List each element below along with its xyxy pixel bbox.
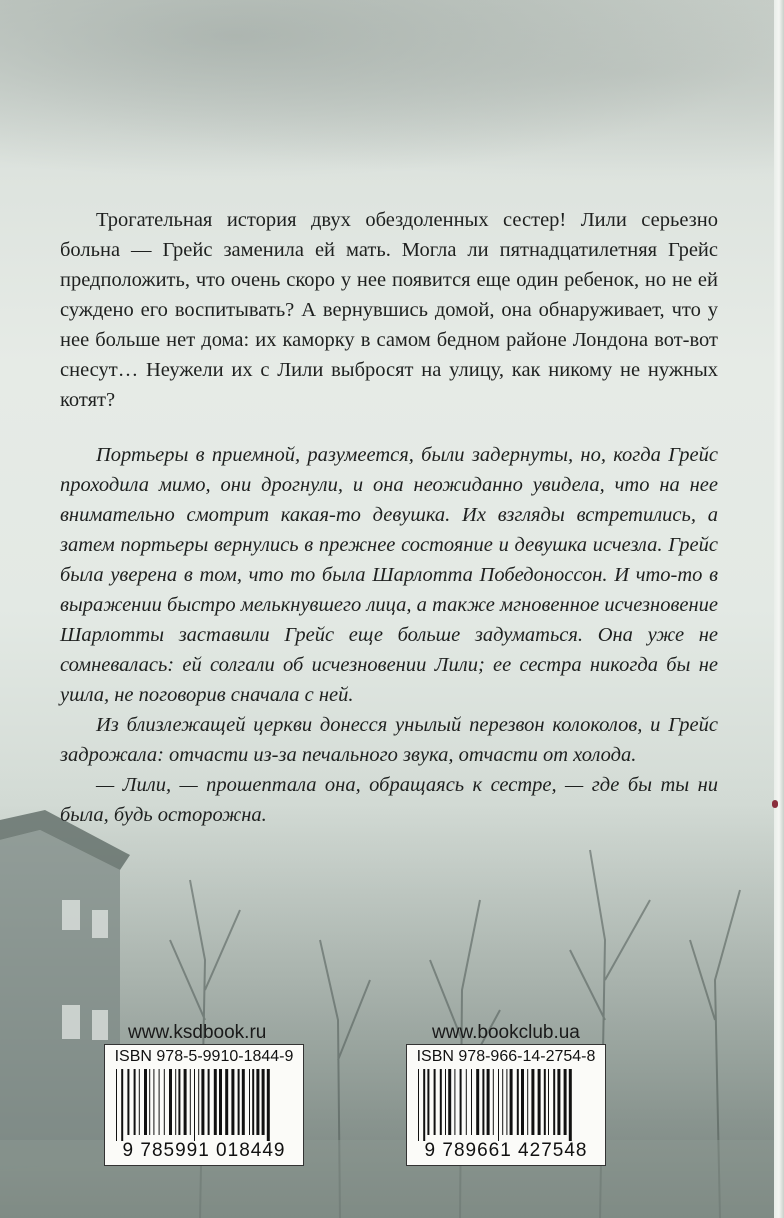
ink-smear: [772, 800, 778, 808]
book-blurb: Трогательная история двух обездоленных сестер! Лили серьезно больна — Грейс заменила ей мать. Могла ли пятнадцатилетняя Грейс предположить, что очень скоро у нее появится еще один ребенок, но не ей суждено его воспитывать? А вернувшись домой, она обнаруживает, что у нее больше нет дома: их каморку в самом бедном районе Лондона вот-вот снесут… Неужели их с Лили выбросят на улицу, как никому не нужных котят?: [60, 209, 718, 411]
ean-digits: 9 785991 018449: [122, 1140, 286, 1161]
excerpt-paragraph: — Лили, — прошептала она, обращаясь к сестре, — где бы ты ни была, будь осторожна.: [60, 774, 718, 826]
barcode-icon: [414, 1069, 598, 1141]
ean-digits: 9 789661 427548: [424, 1140, 588, 1161]
isbn-number: ISBN 978-5-9910-1844-9: [114, 1048, 294, 1065]
isbn-barcode-block: [406, 1044, 606, 1166]
publisher-url-ksdbook: www.ksdbook.ru: [128, 1022, 267, 1043]
isbn-barcode-block: [104, 1044, 304, 1166]
publisher-url-bookclub: www.bookclub.ua: [432, 1022, 580, 1043]
barcode-icon: [112, 1069, 296, 1141]
book-spine-edge: [774, 0, 784, 1218]
excerpt-paragraph: Портьеры в приемной, разумеется, были задернуты, но, когда Грейс проходила мимо, они дрогнули, и она неожиданно увидела, что на нее внимательно смотрит какая-то девушка. Их взгляды встретились, а затем портьеры вернулись в прежнее состояние и девушка исчезла. Грейс была уверена в том, что то была Шарлотта Победоноссон. И что-то в выражении быстро мелькнувшего лица, а также мгновенное исчезновение Шарлотты заставили Грейс еще больше задуматься. Она уже не сомневалась: ей солгали об исчезновении Лили; ее сестра никогда бы не ушла, не поговорив сначала с ней.: [60, 444, 718, 706]
book-excerpt: [60, 440, 718, 830]
excerpt-paragraph: Из близлежащей церкви донесся унылый перезвон колоколов, и Грейс задрожала: отчасти из-за печального звука, отчасти от холода.: [60, 714, 718, 766]
fog-texture: [0, 0, 784, 180]
isbn-number: ISBN 978-966-14-2754-8: [416, 1048, 596, 1065]
